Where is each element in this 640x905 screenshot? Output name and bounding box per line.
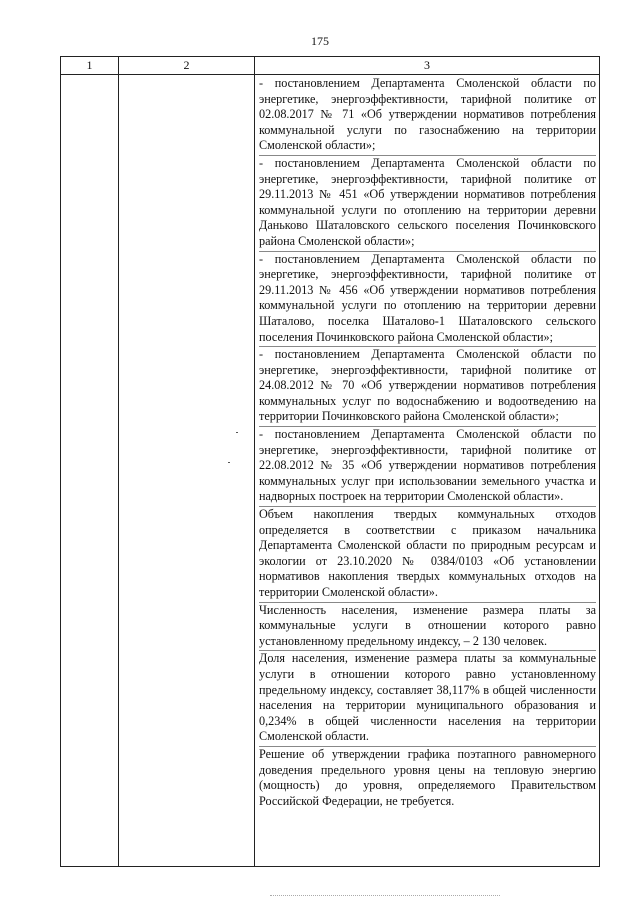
paragraph-resolution-71: - постановлением Департамента Смоленской области по энергетике, энергоэффективности, тарифной политике от 02.08.2017 № 71 «Об утверждении нормативов потребления коммунальной услуги по газоснабжению на территории Смоленской области»; [259,76,596,156]
cell-column-3 [255,75,600,867]
paragraph-population-share: Доля населения, изменение размера платы за коммунальные услуги в отношении которого равно установленному предельному индексу, составляет 38,117% в общей численности населения на территории муниципального образования и 0,234% в общей численности населения на территории Смоленской области. [259,651,596,747]
paragraph-population-count: Численность населения, изменение размера платы за коммунальные услуги в отношении которого равно установленному предельному индексу, – 2 130 человек. [259,603,596,652]
cell-column-2 [119,75,255,867]
scan-footer-noise [270,895,500,897]
column-header-3: 3 [255,57,600,75]
page-number: 175 [311,34,329,48]
cell-column-1 [61,75,119,867]
document-table [60,56,600,867]
paragraph-resolution-70: - постановлением Департамента Смоленской области по энергетике, энергоэффективности, тарифной политике от 24.08.2012 № 70 «Об утверждении нормативов потребления коммунальных услуг по водоснабжению и водоотведению на территории Починковского района Смоленской области»; [259,347,596,427]
table-row [61,75,600,867]
scan-speck [228,462,230,463]
column-header-2: 2 [119,57,255,75]
paragraph-resolution-451: - постановлением Департамента Смоленской области по энергетике, энергоэффективности, тарифной политике от 29.11.2013 № 451 «Об утверждении нормативов потребления коммунальной услуги по отоплению на территории деревни Даньково Шаталовского сельского поселения Починковского района Смоленской области»; [259,156,596,252]
paragraph-waste-volume: Объем накопления твердых коммунальных отходов определяется в соответствии с приказом начальника Департамента Смоленской области по природным ресурсам и экологии от 23.10.2020 № 0384/0103 «Об установлении нормативов накопления твердых коммунальных отходов на территории Смоленской области». [259,507,596,603]
paragraph-heat-price-decision: Решение об утверждении графика поэтапного равномерного доведения предельного уровня цены на тепловую энергию (мощность) до уровня, определяемого Правительством Российской Федерации, не требуется. [259,746,596,808]
scan-speck [236,432,238,433]
paragraph-resolution-35: - постановлением Департамента Смоленской области по энергетике, энергоэффективности, тарифной политике от 22.08.2012 № 35 «Об утверждении нормативов потребления коммунальных услуг при использовании земельного участка и надворных построек на территории Смоленской области». [259,427,596,507]
column-header-1: 1 [61,57,119,75]
paragraph-resolution-456: - постановлением Департамента Смоленской области по энергетике, энергоэффективности, тарифной политике от 29.11.2013 № 456 «Об утверждении нормативов потребления коммунальной услуги по отоплению на территории деревни Шаталово, поселка Шаталово-1 Шаталовского сельского поселения Починковского района Смоленской области»; [259,252,596,348]
table-header-row [61,57,600,75]
